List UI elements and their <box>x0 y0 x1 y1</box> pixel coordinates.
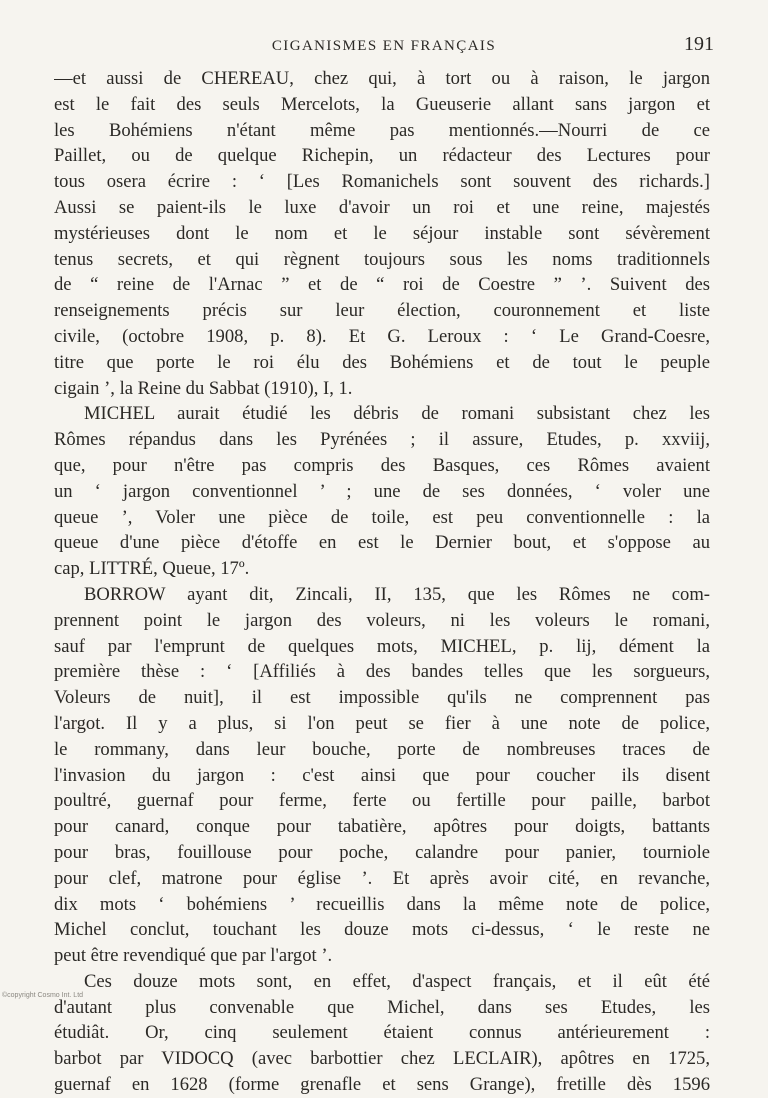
paragraph-start-line: MICHEL aurait étudié les débris de romani subsistant chez les <box>84 403 710 425</box>
text-line: cigain ’, la Reine du Sabbat (1910), I, 1. <box>54 377 353 399</box>
text-line: mystérieuses dont le nom et le séjour instable sont sévèrement <box>54 222 710 244</box>
text-line: civile, (octobre 1908, p. 8). Et G. Leroux : ‘ Le Grand-Coesre, <box>54 325 710 347</box>
text-line: d'autant plus convenable que Michel, dans ses Etudes, les <box>54 996 710 1018</box>
text-line: l'argot. Il y a plus, si l'on peut se fier à une note de police, <box>54 712 710 734</box>
text-line: titre que porte le roi élu des Bohémiens et de tout le peuple <box>54 351 710 373</box>
text-line: queue ’, Voler une pièce de toile, est peu conventionnelle : la <box>54 506 710 528</box>
paragraph-start-line: BORROW ayant dit, Zincali, II, 135, que les Rômes ne com- <box>84 583 710 605</box>
text-line: Rômes répandus dans les Pyrénées ; il assure, Etudes, p. xxviij, <box>54 429 710 451</box>
text-line: pour canard, conque pour tabatière, apôtres pour doigts, battants <box>54 816 710 838</box>
text-line: poultré, guernaf pour ferme, ferte ou fertille pour paille, barbot <box>54 790 710 812</box>
text-line: l'invasion du jargon : c'est ainsi que pour coucher ils disent <box>54 764 710 786</box>
text-line: guernaf en 1628 (forme grenafle et sens Grange), fretille dès 1596 <box>54 1074 710 1096</box>
text-line: —et aussi de CHEREAU, chez qui, à tort ou à raison, le jargon <box>54 68 710 89</box>
text-line: cap, LITTRÉ, Queue, 17º. <box>54 558 250 580</box>
text-line: dix mots ‘ bohémiens ’ recueillis dans la même note de police, <box>54 893 710 915</box>
text-line: étudiât. Or, cinq seulement étaient connus antérieurement : <box>54 1022 710 1044</box>
text-line: est le fait des seuls Mercelots, la Gueuserie allant sans jargon et <box>54 93 710 115</box>
page-header <box>54 30 714 60</box>
page-number: 191 <box>684 33 714 55</box>
text-line: Michel conclut, touchant les douze mots ci-dessus, ‘ le reste ne <box>54 919 710 941</box>
text-line: que, pour n'être pas compris des Basques, ces Rômes avaient <box>54 454 710 476</box>
text-line: les Bohémiens n'étant même pas mentionnés.—Nourri de ce <box>54 119 710 141</box>
text-line: Aussi se paient-ils le luxe d'avoir un roi et une reine, majestés <box>54 196 710 218</box>
text-line: pour bras, fouillouse pour poche, calandre pour panier, tourniole <box>54 841 710 863</box>
text-line: tous osera écrire : ‘ [Les Romanichels sont souvent des richards.] <box>54 171 710 193</box>
text-line: sauf par l'emprunt de quelques mots, MICHEL, p. lij, dément la <box>54 635 710 657</box>
text-line: Voleurs de nuit], il est impossible qu'ils ne comprennent pas <box>54 687 710 709</box>
text-line: prennent point le jargon des voleurs, ni les voleurs le romani, <box>54 609 710 631</box>
text-line: queue d'une pièce d'étoffe en est le Dernier bout, et s'oppose au <box>54 532 710 554</box>
paragraph-start-line: Ces douze mots sont, en effet, d'aspect français, et il eût été <box>84 970 710 992</box>
text-line: tenus secrets, et qui règnent toujours sous les noms traditionnels <box>54 248 710 270</box>
running-title: CIGANISMES EN FRANÇAIS <box>271 38 497 54</box>
text-line: Paillet, ou de quelque Richepin, un rédacteur des Lectures pour <box>54 145 710 167</box>
text-line: pour clef, matrone pour église ’. Et après avoir cité, en revanche, <box>54 867 710 889</box>
text-line: peut être revendiqué que par l'argot ’. <box>54 945 333 967</box>
text-line: barbot par VIDOCQ (avec barbottier chez LECLAIR), apôtres en 1725, <box>54 1048 710 1070</box>
text-line: renseignements précis sur leur élection, couronnement et liste <box>54 300 710 322</box>
copyright-watermark: ©copyright Cosmo Int. Ltd <box>2 992 84 999</box>
text-line: le rommany, dans leur bouche, porte de nombreuses traces de <box>54 738 710 760</box>
text-line: première thèse : ‘ [Affiliés à des bandes telles que les sorgueurs, <box>54 661 710 683</box>
text-line: de “ reine de l'Arnac ” et de “ roi de Coestre ” ’. Suivent des <box>54 274 710 296</box>
body-text <box>54 66 710 1098</box>
text-line: un ‘ jargon conventionnel ’ ; une de ses données, ‘ voler une <box>54 480 710 502</box>
